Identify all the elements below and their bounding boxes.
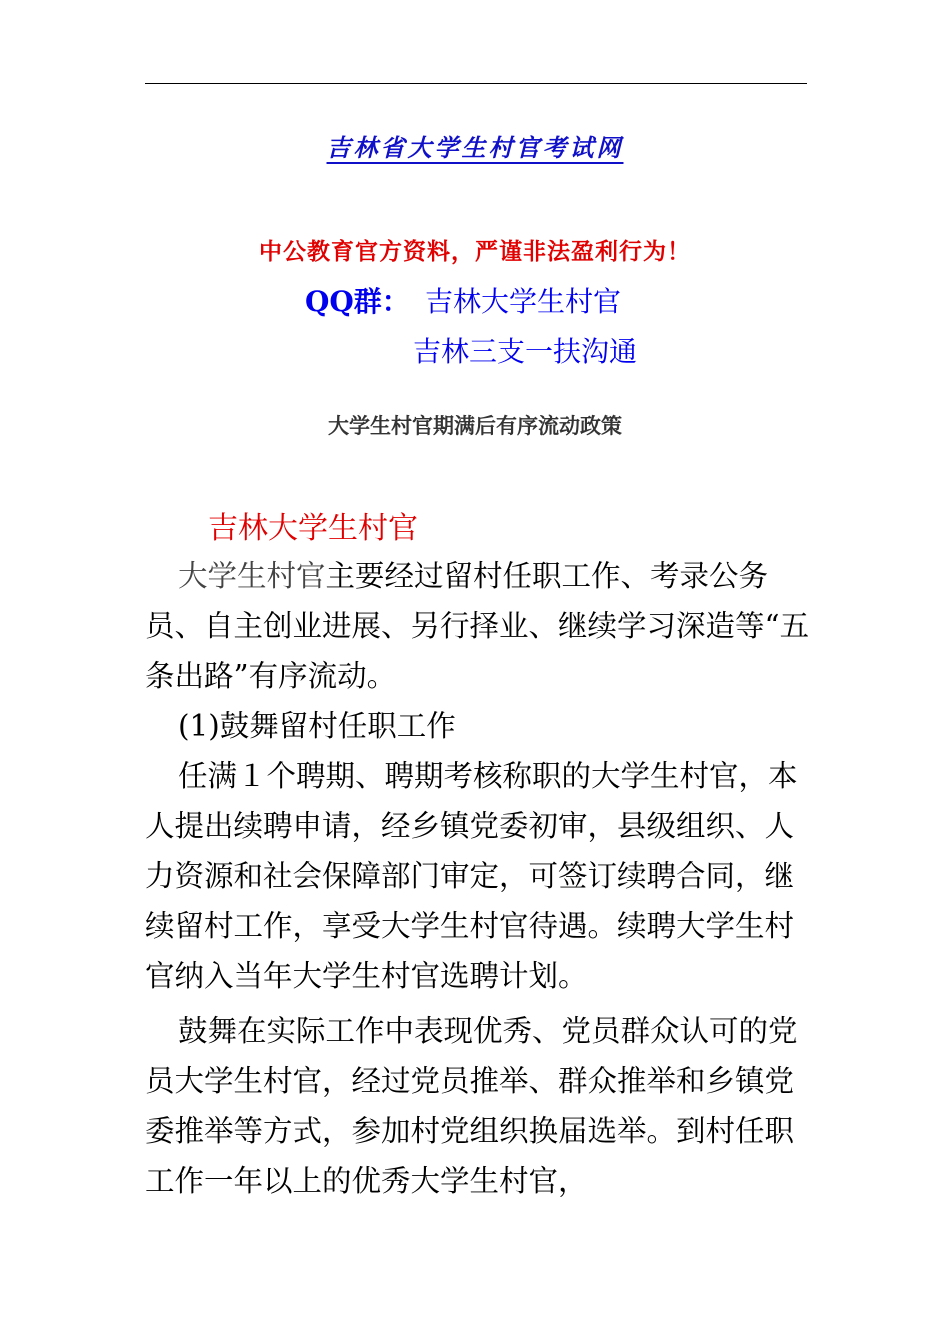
paragraph-1-lead: 大学生村官 — [178, 559, 326, 593]
header-divider — [145, 83, 807, 84]
site-title-text[interactable]: 吉林省大学生村官考试网 — [326, 133, 624, 162]
qq-group-name-2: 吉林三支一扶沟通 — [413, 335, 638, 368]
body-text — [145, 551, 815, 1206]
copyright-notice: 中公教育官方资料，严谨非法盈利行为！ — [259, 238, 691, 265]
site-title-link[interactable] — [0, 128, 950, 163]
paragraph-1 — [145, 551, 815, 701]
paragraph-1-rest: 主要经过留村任职工作、考录公务员、自主创业进展、另行择业、继续学习深造等“五条出路”有序流动。 — [145, 559, 810, 693]
paragraph-3: 任满１个聘期、聘期考核称职的大学生村官，本人提出续聘申请，经乡镇党委初审，县级组织、人力资源和社会保障部门审定，可签订续聘合同，继续留村工作，享受大学生村官待遇。续聘大学生村官纳入当年大学生村官选聘计划。 — [145, 759, 798, 993]
paragraph-4: 鼓舞在实际工作中表现优秀、党员群众认可的党员大学生村官，经过党员推举、群众推举和乡镇党委推举等方式，参加村党组织换届选举。到村任职工作一年以上的优秀大学生村官， — [145, 1014, 798, 1198]
paragraph-2: (1)鼓舞留村任职工作 — [178, 709, 456, 743]
document-heading: 大学生村官期满后有序流动政策 — [328, 414, 622, 438]
section-subheading: 吉林大学生村官 — [208, 511, 418, 546]
qq-group-label: QQ群： — [305, 285, 410, 318]
qq-group-name-1: 吉林大学生村官 — [425, 285, 622, 318]
